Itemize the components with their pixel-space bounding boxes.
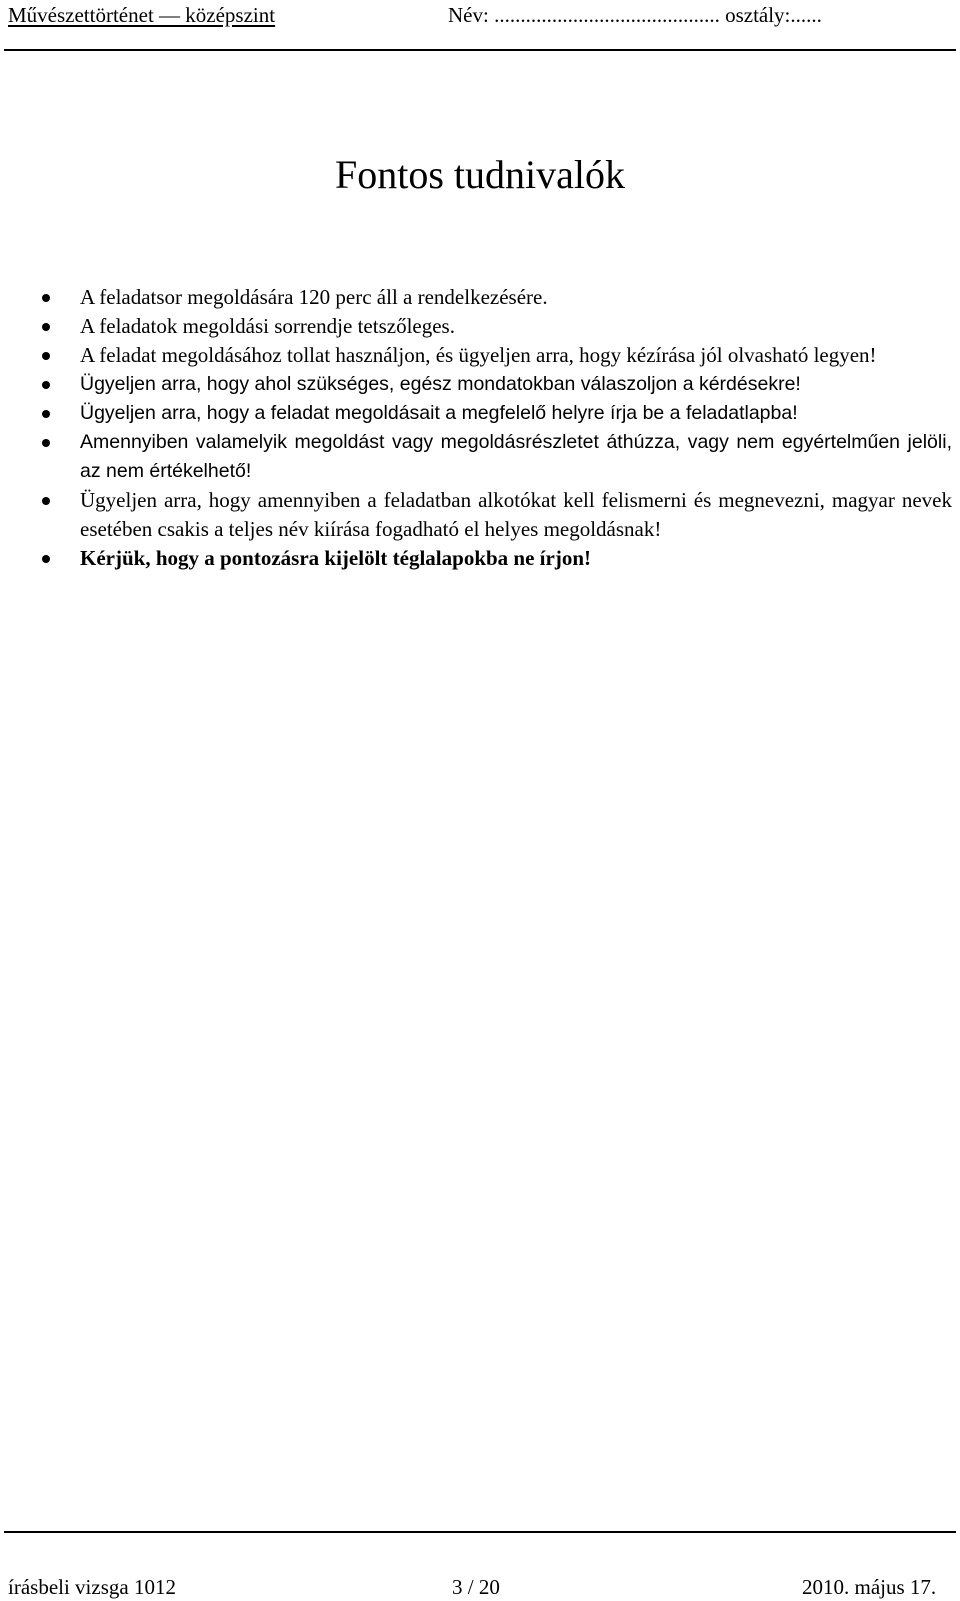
instruction-item — [0, 370, 960, 399]
instruction-item — [0, 341, 960, 370]
bullet-icon — [42, 410, 50, 418]
header-divider — [4, 49, 956, 51]
header-name-field: Név: ........................................... osztály:...... — [448, 3, 822, 27]
instruction-text: Ügyeljen arra, hogy amennyiben a feladatban alkotókat kell felismerni és megnevezni, magyar nevek esetében csakis a teljes név kiírása fogadható el helyes megoldásnak! — [80, 488, 952, 541]
bullet-icon — [42, 294, 50, 302]
bullet-icon — [42, 555, 50, 563]
bullet-icon — [42, 497, 50, 505]
instruction-item — [0, 428, 960, 486]
instruction-text: Kérjük, hogy a pontozásra kijelölt téglalapokba ne írjon! — [80, 546, 592, 570]
footer-divider — [4, 1531, 956, 1533]
instruction-item — [0, 486, 960, 544]
page-title: Fontos tudnivalók — [334, 152, 626, 197]
footer-date: 2010. május 17. — [802, 1575, 937, 1599]
instruction-text: A feladatsor megoldására 120 perc áll a rendelkezésére. — [80, 285, 548, 309]
instructions-list — [0, 283, 960, 573]
instruction-item — [0, 312, 960, 341]
instruction-item — [0, 399, 960, 428]
instruction-text: Ügyeljen arra, hogy ahol szükséges, egész mondatokban válaszoljon a kérdésekre! — [80, 373, 801, 395]
page-header — [0, 0, 960, 52]
header-exam-title: Művészettörténet — középszint — [8, 3, 276, 27]
instruction-item — [0, 283, 960, 312]
instruction-text: Amennyiben valamelyik megoldást vagy megoldásrészletet áthúzza, vagy nem egyértelműen jelöli, az nem értékelhető! — [80, 431, 952, 482]
instruction-item — [0, 544, 960, 573]
instruction-text: Ügyeljen arra, hogy a feladat megoldásait a megfelelő helyre írja be a feladatlapba! — [80, 402, 798, 424]
bullet-icon — [42, 352, 50, 360]
footer-exam-id: írásbeli vizsga 1012 — [8, 1575, 176, 1599]
instruction-text: A feladatok megoldási sorrendje tetszőleges. — [80, 314, 455, 338]
instruction-text: A feladat megoldásához tollat használjon, és ügyeljen arra, hogy kézírása jól olvasható legyen! — [80, 343, 877, 367]
bullet-icon — [42, 381, 50, 389]
footer-page-number: 3 / 20 — [452, 1575, 500, 1599]
bullet-icon — [42, 439, 50, 447]
bullet-icon — [42, 323, 50, 331]
